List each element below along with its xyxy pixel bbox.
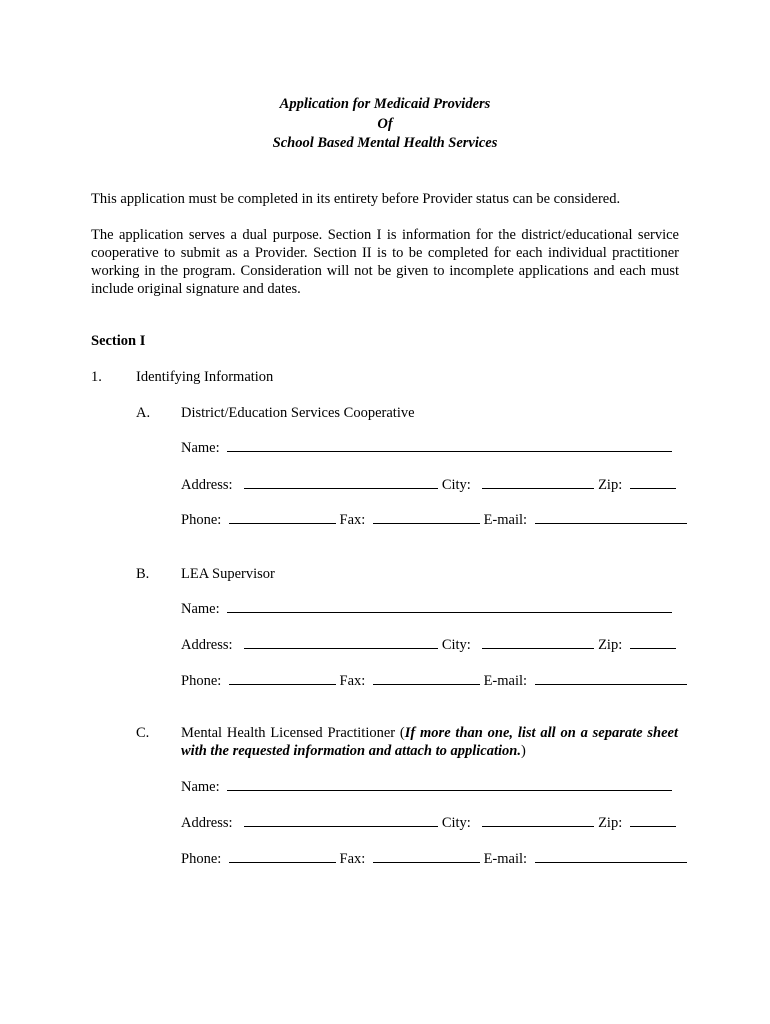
address-label: Address: [181,477,233,493]
city-label: City: [441,815,471,831]
b-city-field[interactable] [482,636,594,649]
c-city-field[interactable] [482,814,594,827]
subsection-c-title-end: ) [521,743,526,759]
city-label: City: [441,637,471,653]
name-label: Name: [181,779,220,795]
phone-label: Phone: [181,673,222,689]
subsection-c-instruction: If more than one, list all on a separate sheet with the requested information and attach to application. [181,725,678,759]
email-label: E-mail: [483,673,528,689]
subsection-b-title: LEA Supervisor [181,566,275,582]
phone-label: Phone: [181,851,222,867]
c-name-field[interactable] [227,778,672,791]
address-label: Address: [181,637,233,653]
b-address-row [181,636,678,654]
c-fax-field[interactable] [373,850,480,863]
subsection-b-letter: B. [136,566,150,582]
b-phone-field[interactable] [229,672,336,685]
zip-label: Zip: [598,815,623,831]
subsection-c-title [181,724,678,760]
b-name-field[interactable] [227,600,672,613]
a-address-row [181,476,678,494]
section-heading: Section I [91,333,146,349]
c-zip-field[interactable] [630,814,676,827]
address-label: Address: [181,815,233,831]
title-line-3: School Based Mental Health Services [272,135,498,151]
a-name-row [181,439,678,457]
a-fax-field[interactable] [373,511,480,524]
fax-label: Fax: [339,512,366,528]
zip-label: Zip: [598,477,623,493]
email-label: E-mail: [483,512,528,528]
zip-label: Zip: [598,637,623,653]
c-phone-field[interactable] [229,850,336,863]
c-contact-row [181,850,678,868]
c-address-field[interactable] [244,814,438,827]
b-contact-row [181,672,678,690]
name-label: Name: [181,601,220,617]
intro-paragraph-1: This application must be completed in its entirety before Provider status can be considered. [91,191,621,207]
name-label: Name: [181,440,220,456]
email-label: E-mail: [483,851,528,867]
subsection-a-title: District/Education Services Cooperative [181,405,415,421]
c-name-row [181,778,678,796]
document-title [0,95,770,154]
fax-label: Fax: [339,673,366,689]
title-line-2: Of [377,115,393,132]
intro-paragraph-2: The application serves a dual purpose. Section I is information for the district/educational service cooperative to submit as a Provider. Section II is to be completed for each individual practitioner working in the program. Consideration will not be given to incomplete applications and each must include original signature and dates. [91,227,679,297]
b-name-row [181,600,678,618]
c-address-row [181,814,678,832]
a-phone-field[interactable] [229,511,336,524]
a-name-field[interactable] [227,439,672,452]
subsection-c-title-plain: Mental Health Licensed Practitioner ( [181,725,405,741]
a-contact-row [181,511,678,529]
a-city-field[interactable] [482,476,594,489]
phone-label: Phone: [181,512,222,528]
b-address-field[interactable] [244,636,438,649]
b-zip-field[interactable] [630,636,676,649]
a-zip-field[interactable] [630,476,676,489]
c-email-field[interactable] [535,850,687,863]
title-line-1: Application for Medicaid Providers [279,96,491,112]
subsection-a-letter: A. [136,405,151,421]
fax-label: Fax: [339,851,366,867]
item-title: Identifying Information [136,369,274,385]
a-email-field[interactable] [535,511,687,524]
city-label: City: [441,477,471,493]
a-address-field[interactable] [244,476,438,489]
item-number: 1. [91,369,102,385]
b-fax-field[interactable] [373,672,480,685]
subsection-c-letter: C. [136,725,150,741]
b-email-field[interactable] [535,672,687,685]
